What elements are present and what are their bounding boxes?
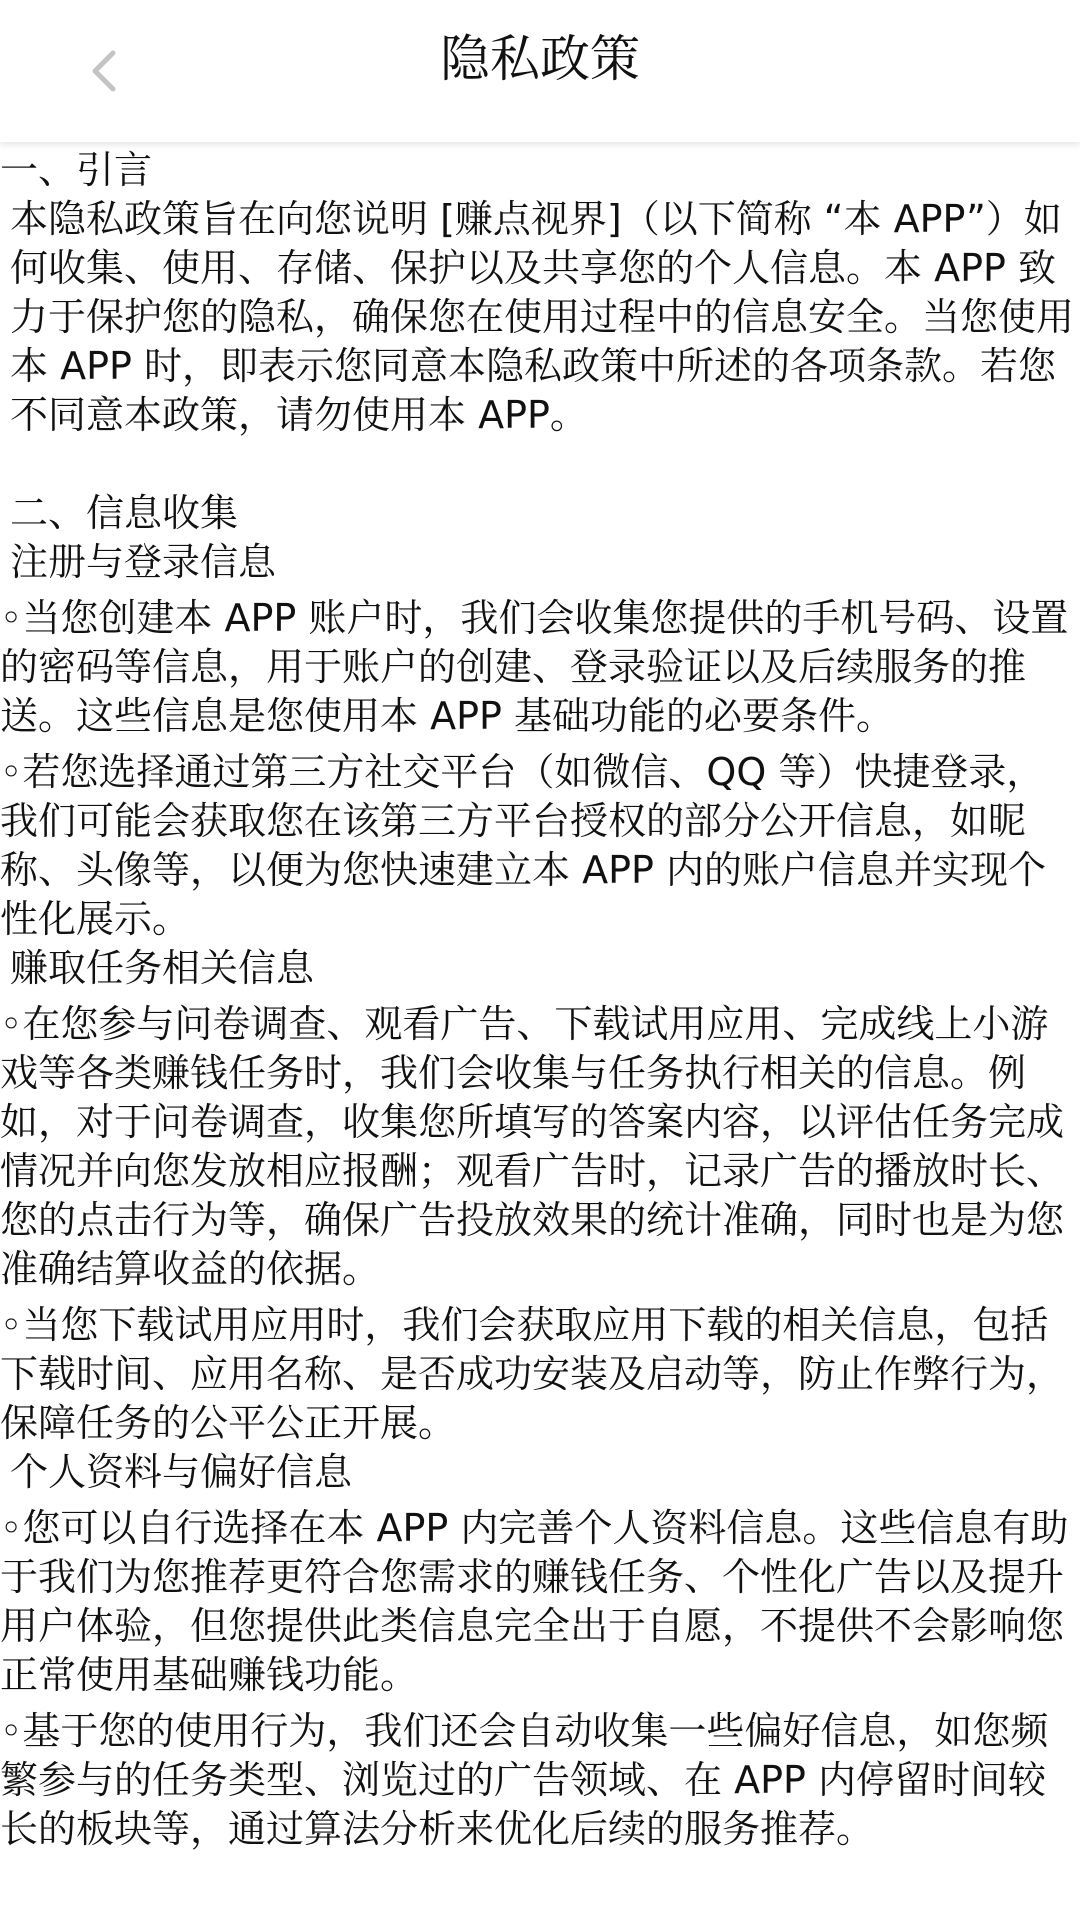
subheading-registration: 注册与登录信息	[10, 540, 277, 584]
subheading-profile: 个人资料与偏好信息	[10, 1450, 353, 1494]
top-bar	[0, 0, 1080, 142]
paragraph-tasks-1: ◦在您参与问卷调查、观看广告、下载试用应用、完成线上小游戏等各类赚钱任务时，我们会收集与任务执行相关的信息。例如，对于问卷调查，收集您所填写的答案内容，以评估任务完成情况并向您发放相应报酬；观看广告时，记录广告的播放时长、您的点击行为等，确保广告投放效果的统计准确，同时也是为您准确结算收益的依据。	[0, 1002, 1065, 1291]
section-heading-collection: 二、信息收集	[10, 491, 239, 535]
paragraph-registration-1: ◦当您创建本 APP 账户时，我们会收集您提供的手机号码、设置的密码等信息，用于账户的创建、登录验证以及后续服务的推送。这些信息是您使用本 APP 基础功能的必要条件。	[0, 596, 1069, 738]
intro-paragraph: 本隐私政策旨在向您说明 [赚点视界]（以下简称 “本 APP”）如何收集、使用、存储、保护以及共享您的个人信息。本 APP 致力于保护您的隐私，确保您在使用过程中的信息安全。当您使用本 APP 时，即表示您同意本隐私政策中所述的各项条款。若您不同意本政策，请勿使用本 APP。	[10, 197, 1075, 437]
policy-content[interactable]	[0, 146, 1080, 1920]
paragraph-tasks-2: ◦当您下载试用应用时，我们会获取应用下载的相关信息，包括下载时间、应用名称、是否成功安装及启动等，防止作弊行为，保障任务的公平公正开展。	[0, 1303, 1065, 1445]
paragraph-profile-2: ◦基于您的使用行为，我们还会自动收集一些偏好信息，如您频繁参与的任务类型、浏览过的广告领域、在 APP 内停留时间较长的板块等，通过算法分析来优化后续的服务推荐。	[0, 1709, 1049, 1851]
page-title: 隐私政策	[440, 30, 640, 88]
section-heading-intro: 一、引言	[0, 148, 153, 192]
subheading-tasks: 赚取任务相关信息	[10, 946, 315, 990]
spacer	[0, 440, 1080, 489]
paragraph-registration-2: ◦若您选择通过第三方社交平台（如微信、QQ 等）快捷登录，我们可能会获取您在该第三方平台授权的部分公开信息，如昵称、头像等，以便为您快速建立本 APP 内的账户信息并实现个性化展示。	[0, 750, 1046, 941]
paragraph-profile-1: ◦您可以自行选择在本 APP 内完善个人资料信息。这些信息有助于我们为您推荐更符合您需求的赚钱任务、个性化广告以及提升用户体验，但您提供此类信息完全出于自愿，不提供不会影响您正常使用基础赚钱功能。	[0, 1506, 1069, 1697]
